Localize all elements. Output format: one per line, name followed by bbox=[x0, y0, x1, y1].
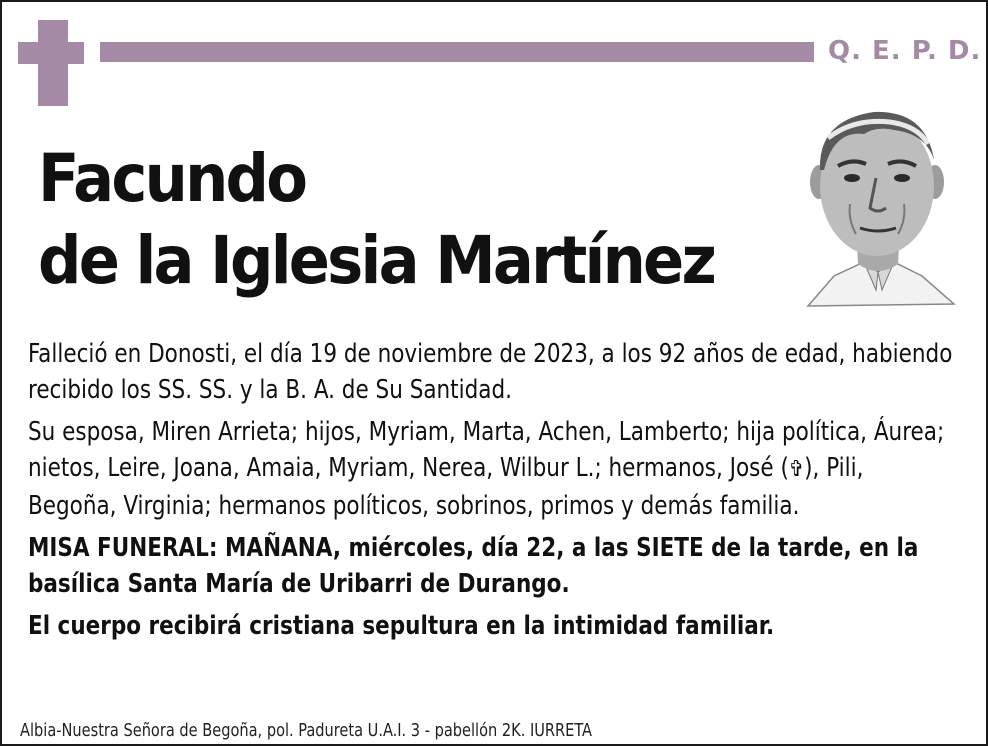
burial-note: El cuerpo recibirá cristiana sepultura en la intimidad familiar. bbox=[28, 611, 775, 641]
header-rule bbox=[100, 42, 814, 62]
family-list bbox=[28, 414, 957, 524]
deceased-cross-icon: ✞ bbox=[788, 457, 805, 482]
family-list-part2: ), Pili, Begoña, Virginia; hermanos políticos, sobrinos, primos y demás familia. bbox=[28, 453, 864, 521]
funeral-mass: MISA FUNERAL: MAÑANA, miércoles, día 22, a las SIETE de la tarde, en la basílica Santa María de Uribarri de Durango. bbox=[28, 533, 919, 599]
qepd-label: Q. E. P. D. bbox=[828, 36, 982, 66]
notice-body bbox=[28, 336, 953, 650]
family-list-part1: Su esposa, Miren Arrieta; hijos, Myriam, Marta, Achen, Lamberto; hija política, Áurea; nietos, Leire, Joana, Amaia, Myriam, Nerea, Wilbur L.; hermanos, José ( bbox=[28, 417, 945, 483]
name-line-1: Facundo bbox=[38, 140, 306, 217]
portrait-photo bbox=[794, 100, 958, 310]
death-announcement: Falleció en Donosti, el día 19 de noviembre de 2023, a los 92 años de edad, habiendo recibido los SS. SS. y la B. A. de Su Santidad. bbox=[28, 339, 953, 405]
deceased-name bbox=[38, 138, 714, 302]
cross-icon-bar bbox=[18, 42, 84, 64]
name-line-2: de la Iglesia Martínez bbox=[38, 222, 715, 299]
funeral-home-address: Albia-Nuestra Señora de Begoña, pol. Padureta U.A.I. 3 - pabellón 2K. IURRETA bbox=[20, 720, 592, 741]
